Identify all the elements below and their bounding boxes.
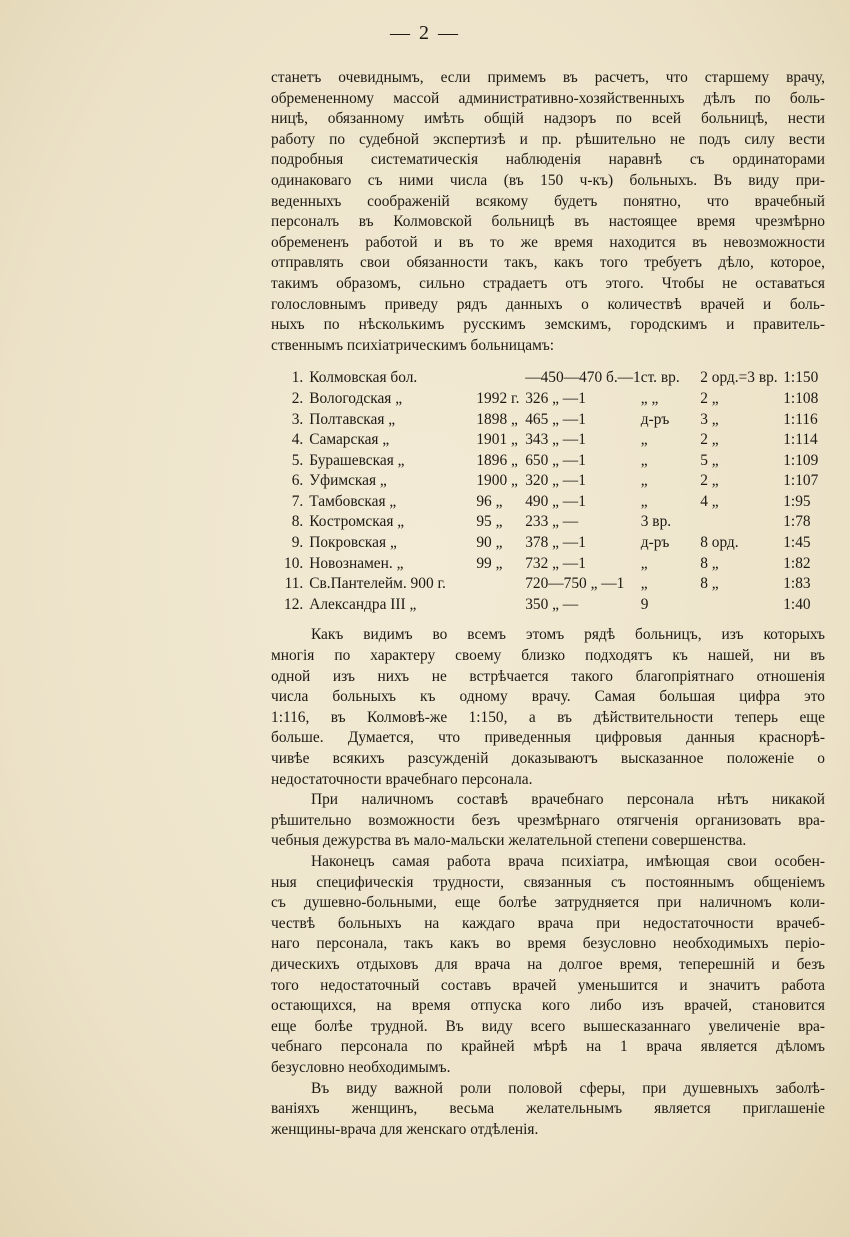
hospital-name: Колмовская бол. (309, 369, 418, 387)
ordinators: 2 „ (700, 472, 719, 490)
text-line: одинаковаго съ ними числа (въ 150 ч-къ) больныхъ. Въ виду при- (271, 171, 825, 189)
paragraph-2 (271, 625, 825, 790)
year: 1992 г. (476, 389, 520, 407)
row-number: 9. (291, 534, 304, 552)
beds-count: 650 „ —1 (525, 451, 586, 469)
doctor-patient-ratio: 1:108 (783, 389, 819, 407)
table-row (281, 471, 825, 492)
hospital-name: Св.Пантелейм. 900 г. (309, 575, 446, 593)
table-row (281, 430, 825, 451)
text-line: обремененному массой административно-хозяйственныхъ дѣлъ по боль- (271, 89, 825, 107)
text-line: безусловно необходимымъ. (271, 1058, 451, 1076)
text-line: 1:116, въ Колмовѣ-же 1:150, а въ дѣйствительности теперь еще (271, 708, 825, 726)
beds-count: 343 „ —1 (525, 431, 586, 449)
text-line: ваніяхъ женщинъ, весьма желательнымъ является приглашеніе (271, 1100, 825, 1118)
ordinators: 8 орд. (700, 534, 739, 552)
doctor-patient-ratio: 1:95 (783, 492, 811, 510)
text-line: чивѣе всякихъ разсужденій доказываютъ высказанное положеніе о (271, 750, 825, 767)
text-line: чебнаго персонала по крайней мѣрѣ на 1 врача является дѣломъ (271, 1038, 825, 1056)
beds-count: 490 „ —1 (525, 492, 586, 510)
row-number: 3. (291, 410, 304, 428)
doctor-patient-ratio: 1:114 (783, 431, 818, 449)
text-line: чествѣ больныхъ на каждаго врача при недостаточности врачеб- (271, 914, 825, 932)
ordinators: 8 „ (700, 575, 719, 593)
hospital-name: Полтавская „ (309, 410, 396, 428)
ordinators: 4 „ (700, 492, 719, 510)
text-line: того недостаточный составъ врачей уменьшится и значитъ работа (271, 976, 825, 994)
hospital-name: Вологодская „ (309, 389, 403, 407)
senior-doctor: „ (640, 492, 648, 510)
text-line: больше. Думается, что приведенныя цифровыя данныя краснорѣ- (271, 729, 825, 747)
table-row (281, 410, 825, 431)
text-line: веденныхъ соображеній всякому будетъ понятно, что врачебный (271, 192, 825, 210)
year (476, 574, 525, 595)
row-number: 4. (291, 431, 304, 449)
ordinators (700, 595, 783, 616)
paragraph-3 (271, 790, 825, 852)
beds-count: 465 „ —1 (525, 410, 586, 428)
text-line: еще болѣе трудной. Въ виду всего вышесказаннаго увеличеніе вра- (271, 1017, 825, 1035)
ordinators: 3 „ (700, 410, 719, 428)
text-line: такимъ образомъ, сильно страдаетъ отъ этого. Чтобы не оставаться (271, 274, 825, 292)
row-number: 11. (284, 575, 304, 593)
text-line: При наличномъ составѣ врачебнаго персонала нѣтъ никакой (311, 791, 825, 809)
row-number: 12. (284, 595, 304, 613)
table-row (281, 554, 825, 575)
body-text (271, 68, 825, 1140)
text-line: подробныя систематическія наблюденія наравнѣ съ ординаторами (271, 151, 825, 169)
text-line: рѣшительно возможности безъ чрезмѣрнаго отягченія организовать вра- (271, 811, 825, 829)
text-line: наго персонала, такъ какъ во время безусловно необходимыхъ періо- (271, 935, 825, 953)
paragraph-4 (271, 852, 825, 1079)
hospital-name: Самарская „ (309, 431, 390, 449)
senior-doctor: д-ръ (640, 410, 670, 428)
text-line: ницѣ, обязанному имѣть общій надзоръ по всей больницѣ, нести (271, 110, 825, 128)
text-line: числа больныхъ къ одному врачу. Самая большая цифра это (271, 688, 825, 706)
hospital-name: Уфимская „ (309, 472, 387, 490)
text-line: персоналъ въ Колмовской больницѣ въ настоящее время чрезмѣрно (271, 213, 825, 231)
doctor-patient-ratio: 1:83 (783, 575, 811, 593)
table-row (281, 512, 825, 533)
year: 1901 „ (476, 431, 518, 449)
hospital-name: Бурашевская „ (309, 451, 405, 469)
text-line: станетъ очевиднымъ, если примемъ въ расчетъ, что старшему врачу, (271, 69, 825, 86)
beds-count: —450—470 б.—1 (525, 369, 641, 387)
ordinators: 2 орд.=3 вр. (700, 369, 778, 387)
beds-count: 720—750 „ —1 (525, 575, 625, 593)
row-number: 5. (291, 451, 304, 469)
row-number: 2. (291, 389, 304, 407)
doctor-patient-ratio: 1:116 (783, 410, 818, 428)
hospital-name: Костромская „ (309, 513, 405, 531)
beds-count: 326 „ —1 (525, 389, 586, 407)
row-number: 7. (291, 492, 304, 510)
text-line: съ душевно-больными, еще болѣе затрудняется при наличномъ коли- (271, 894, 825, 912)
row-number: 6. (291, 472, 304, 490)
table-row (281, 451, 825, 472)
table-row (281, 595, 825, 616)
senior-doctor: д-ръ (640, 534, 670, 552)
beds-count: 378 „ —1 (525, 534, 586, 552)
senior-doctor: „ (640, 472, 648, 490)
table-row (281, 574, 825, 595)
beds-count: 320 „ —1 (525, 472, 586, 490)
year (476, 595, 525, 616)
senior-doctor: „ (640, 575, 648, 593)
senior-doctor: 3 вр. (640, 513, 672, 531)
ordinators: 2 „ (700, 389, 719, 407)
senior-doctor: ст. вр. (640, 369, 680, 387)
ordinators (700, 512, 783, 533)
ordinators: 2 „ (700, 431, 719, 449)
page-number: — 2 — (390, 22, 460, 44)
year: 90 „ (476, 534, 503, 552)
paragraph-5 (271, 1079, 825, 1141)
table-row (281, 533, 825, 554)
text-line: ныхъ по нѣсколькимъ русскимъ земскимъ, городскимъ и правитель- (271, 316, 825, 334)
paragraph-1 (271, 68, 825, 356)
text-line: ственнымъ психіатрическимъ больницамъ: (271, 336, 555, 354)
text-line: работу по судебной экспертизѣ и пр. рѣшительно не подъ силу вести (271, 130, 825, 148)
text-line: остающихся, на время отпуска кого либо изъ врачей, становится (271, 997, 825, 1015)
text-line: ныя специфическія трудности, связанныя съ постояннымъ общеніемъ (271, 873, 825, 891)
doctor-patient-ratio: 1:109 (783, 451, 819, 469)
year: 95 „ (476, 513, 503, 531)
text-line: Наконецъ самая работа врача психіатра, имѣющая свои особен- (311, 852, 825, 870)
hospital-name: Александра III „ (309, 595, 417, 613)
text-line: недостаточности врачебнаго персонала. (271, 770, 533, 788)
senior-doctor: „ (640, 554, 648, 572)
text-line: голословнымъ приведу рядъ данныхъ о количествѣ врачей и боль- (271, 295, 825, 313)
table-row (281, 389, 825, 410)
beds-count: 350 „ — (525, 595, 579, 613)
table-row (281, 368, 825, 389)
text-line: многія по характеру своему близко подходятъ къ нашей, ни въ (271, 647, 825, 665)
text-line: отправлять свои обязанности такъ, какъ того требуетъ дѣло, которое, (271, 254, 825, 272)
hospital-name: Покровская „ (309, 534, 397, 552)
text-line: обремененъ работой и въ то же время находится въ невозможности (271, 233, 825, 251)
text-line: женщины-врача для женскаго отдѣленія. (271, 1120, 539, 1138)
year: 1898 „ (476, 410, 518, 428)
row-number: 8. (291, 513, 304, 531)
beds-count: 732 „ —1 (525, 554, 586, 572)
senior-doctor: 9 (640, 595, 649, 613)
hospital-name: Новознамен. „ (309, 554, 404, 572)
year: 1896 „ (476, 451, 518, 469)
doctor-patient-ratio: 1:45 (783, 534, 811, 552)
table-row (281, 492, 825, 513)
hospital-table (281, 368, 825, 615)
year: 96 „ (476, 492, 503, 510)
beds-count: 233 „ — (525, 513, 579, 531)
senior-doctor: „ (640, 431, 648, 449)
ordinators: 8 „ (700, 554, 719, 572)
text-line: Въ виду важной роли половой сферы, при душевныхъ заболѣ- (311, 1079, 825, 1097)
senior-doctor: „ „ (640, 389, 659, 407)
hospital-name: Тамбовская „ (309, 492, 397, 510)
senior-doctor: „ (640, 451, 648, 469)
row-number: 1. (291, 369, 304, 387)
doctor-patient-ratio: 1:150 (783, 369, 819, 387)
doctor-patient-ratio: 1:40 (783, 595, 811, 613)
year: 99 „ (476, 554, 503, 572)
row-number: 10. (284, 554, 304, 572)
doctor-patient-ratio: 1:107 (783, 472, 819, 490)
text-line: дическихъ отдыховъ для врача на долгое время, теперешній и безъ (271, 955, 825, 973)
text-line: Какъ видимъ во всемъ этомъ рядѣ больницъ, изъ которыхъ (311, 626, 825, 644)
text-line: одной изъ нихъ не встрѣчается такого благопріятнаго отношенія (271, 667, 825, 685)
year (476, 368, 525, 389)
year: 1900 „ (476, 472, 518, 490)
ordinators: 5 „ (700, 451, 719, 469)
doctor-patient-ratio: 1:82 (783, 554, 811, 572)
doctor-patient-ratio: 1:78 (783, 513, 811, 531)
text-line: чебныя дежурства въ мало-мальски желательной степени совершенства. (271, 832, 747, 850)
